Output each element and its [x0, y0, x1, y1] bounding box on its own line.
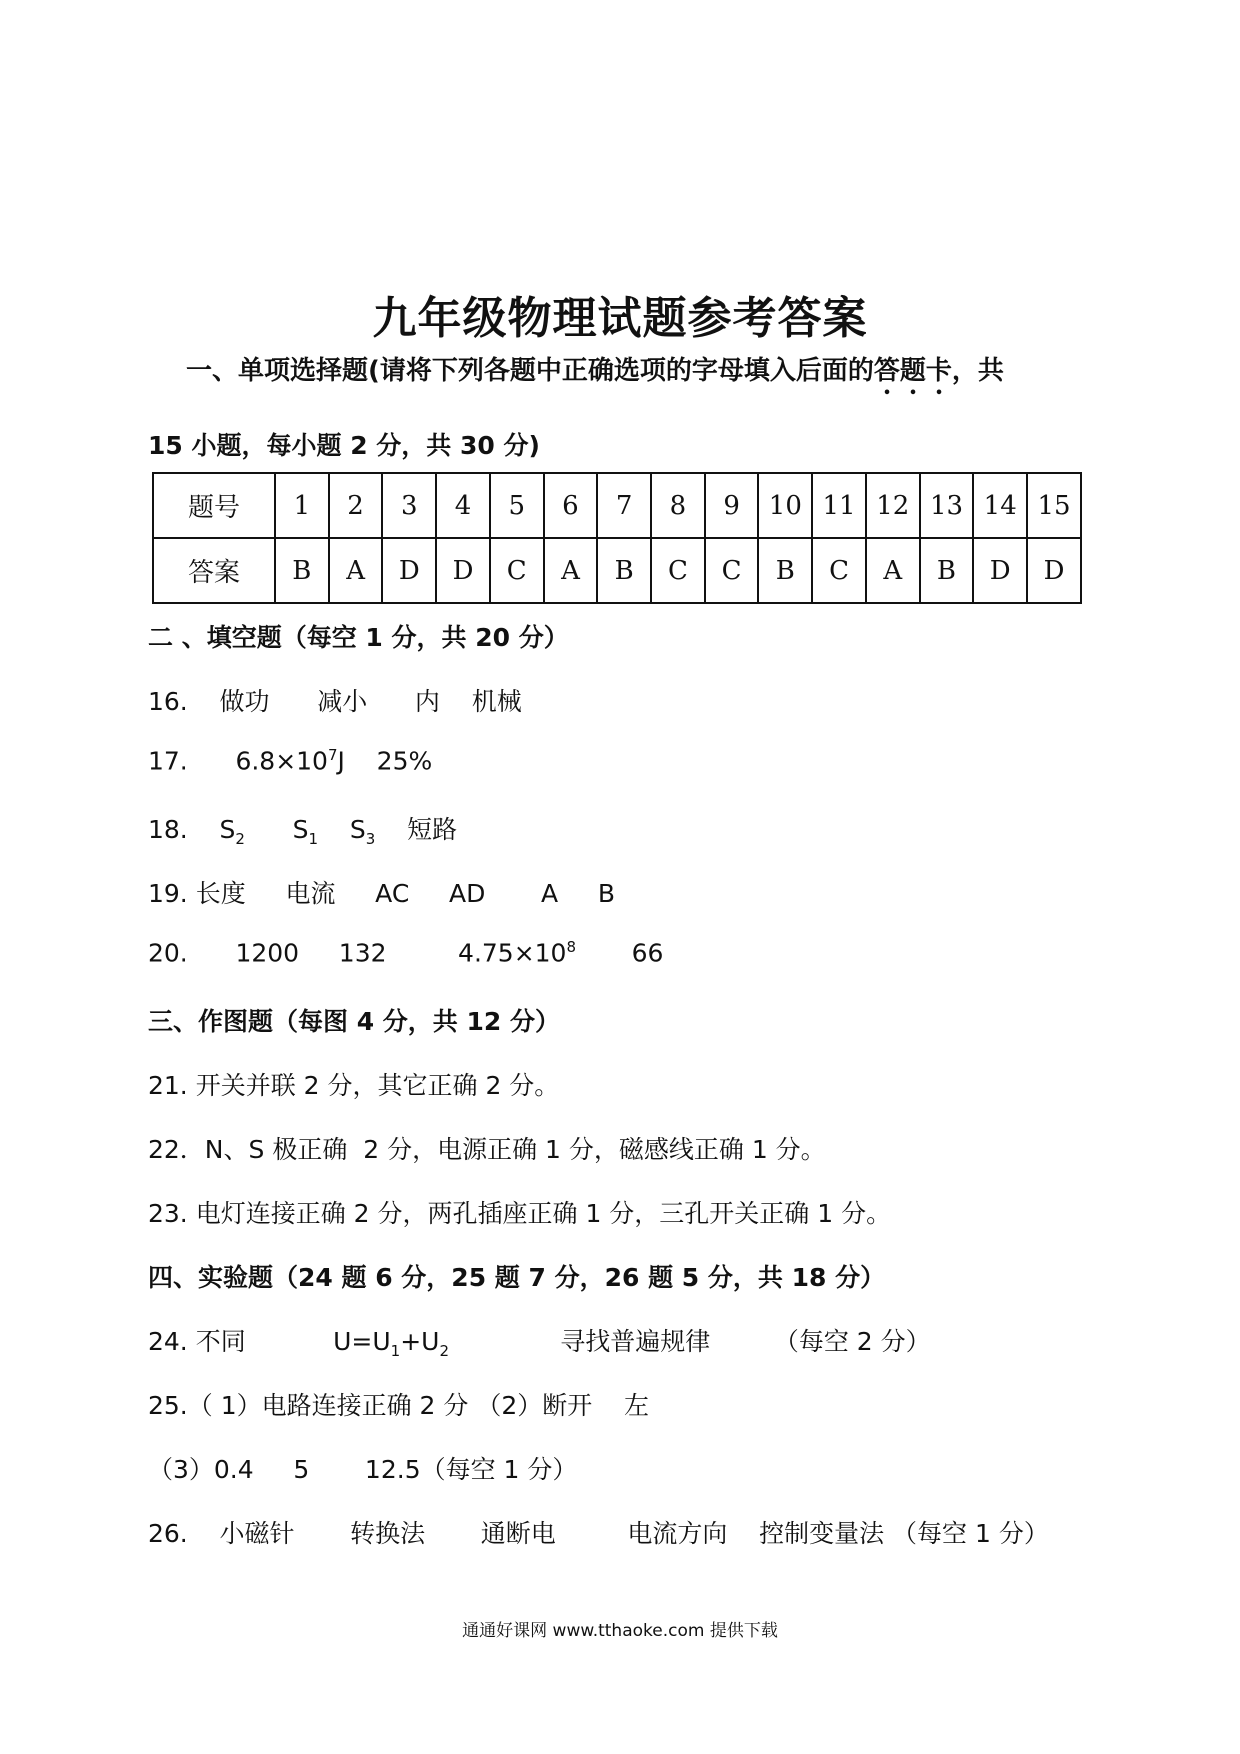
answer-cell: B	[920, 538, 974, 603]
answer-17-exponent: 7	[327, 746, 338, 764]
answer-18-subscript: 2	[235, 830, 245, 848]
table-row-label: 答案	[153, 538, 275, 603]
answer-line-26: 26. 小磁针 转换法 通断电 电流方向 控制变量法 （每空 1 分）	[148, 1519, 1049, 1548]
question-number-cell: 10	[758, 473, 812, 538]
answer-table-answer-row	[153, 538, 1081, 603]
question-number-cell: 1	[275, 473, 329, 538]
section2-heading: 二 、填空题（每空 1 分，共 20 分）	[148, 623, 569, 652]
answer-line-18	[148, 810, 457, 848]
answer-line-24	[148, 1322, 931, 1360]
answer-cell: A	[544, 538, 598, 603]
answer-18-subscript: 1	[308, 830, 319, 848]
question-number-cell: 6	[544, 473, 598, 538]
answer-18-part: 短路	[375, 815, 458, 844]
section4-heading: 四、实验题（24 题 6 分，25 题 7 分，26 题 5 分，共 18 分）	[148, 1263, 886, 1292]
answer-24-subscript: 1	[390, 1342, 401, 1360]
answer-cell: C	[812, 538, 866, 603]
section1-heading-suffix: ，共	[951, 356, 1004, 386]
answer-24-part: +U	[400, 1327, 440, 1356]
question-number-cell: 3	[382, 473, 436, 538]
answer-24-part: 寻找普遍规律 （每空 2 分）	[449, 1327, 931, 1356]
answer-line-17	[148, 746, 432, 775]
question-number-cell: 15	[1027, 473, 1081, 538]
section1-subheading: 15 小题，每小题 2 分，共 30 分)	[148, 431, 540, 460]
section1-heading-emphasis: 答题卡	[873, 356, 952, 386]
question-number-cell: 11	[812, 473, 866, 538]
answer-18-subscript: 3	[365, 830, 376, 848]
answer-line-22: 22．N、S 极正确 2 分，电源正确 1 分，磁感线正确 1 分。	[148, 1135, 826, 1164]
answer-line-23: 23. 电灯连接正确 2 分，两孔插座正确 1 分，三孔开关正确 1 分。	[148, 1199, 892, 1228]
answer-line-16: 16. 做功 减小 内 机械	[148, 687, 522, 716]
question-number-cell: 7	[597, 473, 651, 538]
answer-cell: C	[651, 538, 705, 603]
answer-17-part: 17. 6.8×10	[148, 746, 328, 776]
answer-table-number-row	[153, 473, 1081, 538]
answer-line-20	[148, 938, 663, 967]
answer-17-part: J 25%	[337, 746, 433, 776]
question-number-cell: 12	[866, 473, 920, 538]
page-title: 九年级物理试题参考答案	[372, 293, 868, 344]
answer-20-part: 20. 1200 132 4.75×10	[148, 938, 567, 968]
question-number-cell: 13	[920, 473, 974, 538]
answer-cell: B	[597, 538, 651, 603]
section1-heading-prefix: 一、单项选择题(请将下列各题中正确选项的字母填入后面的	[186, 356, 874, 386]
section3-heading: 三、作图题（每图 4 分，共 12 分）	[148, 1007, 561, 1036]
answer-24-subscript: 2	[439, 1342, 450, 1360]
question-number-cell: 9	[705, 473, 759, 538]
question-number-cell: 14	[973, 473, 1027, 538]
answer-cell: C	[705, 538, 759, 603]
answer-18-part: S	[244, 815, 309, 844]
section1-heading	[186, 350, 1004, 401]
table-row-label: 题号	[153, 473, 275, 538]
answer-line-25: 25.（ 1）电路连接正确 2 分 （2）断开 左	[148, 1391, 650, 1420]
answer-20-part: 66	[576, 938, 664, 968]
answer-18-part: 18. S	[148, 815, 236, 844]
question-number-cell: 4	[436, 473, 490, 538]
answer-24-part: 24. 不同 U=U	[148, 1327, 391, 1356]
answer-cell: D	[436, 538, 490, 603]
answer-cell: A	[866, 538, 920, 603]
answer-18-part: S	[318, 815, 366, 844]
answer-line-25-continued: （3）0.4 5 12.5（每空 1 分）	[148, 1455, 578, 1484]
answer-table	[152, 472, 1082, 604]
answer-line-19: 19. 长度 电流 AC AD A B	[148, 879, 615, 908]
question-number-cell: 5	[490, 473, 544, 538]
answer-cell: C	[490, 538, 544, 603]
answer-cell: D	[382, 538, 436, 603]
answer-cell: D	[1027, 538, 1081, 603]
answer-cell: B	[758, 538, 812, 603]
answer-cell: B	[275, 538, 329, 603]
question-number-cell: 2	[329, 473, 383, 538]
answer-line-21: 21. 开关并联 2 分，其它正确 2 分。	[148, 1071, 560, 1100]
footer-credit: 通通好课网 www.tthaoke.com 提供下载	[462, 1621, 778, 1641]
question-number-cell: 8	[651, 473, 705, 538]
answer-cell: D	[973, 538, 1027, 603]
answer-20-exponent: 8	[566, 938, 577, 956]
answer-cell: A	[329, 538, 383, 603]
